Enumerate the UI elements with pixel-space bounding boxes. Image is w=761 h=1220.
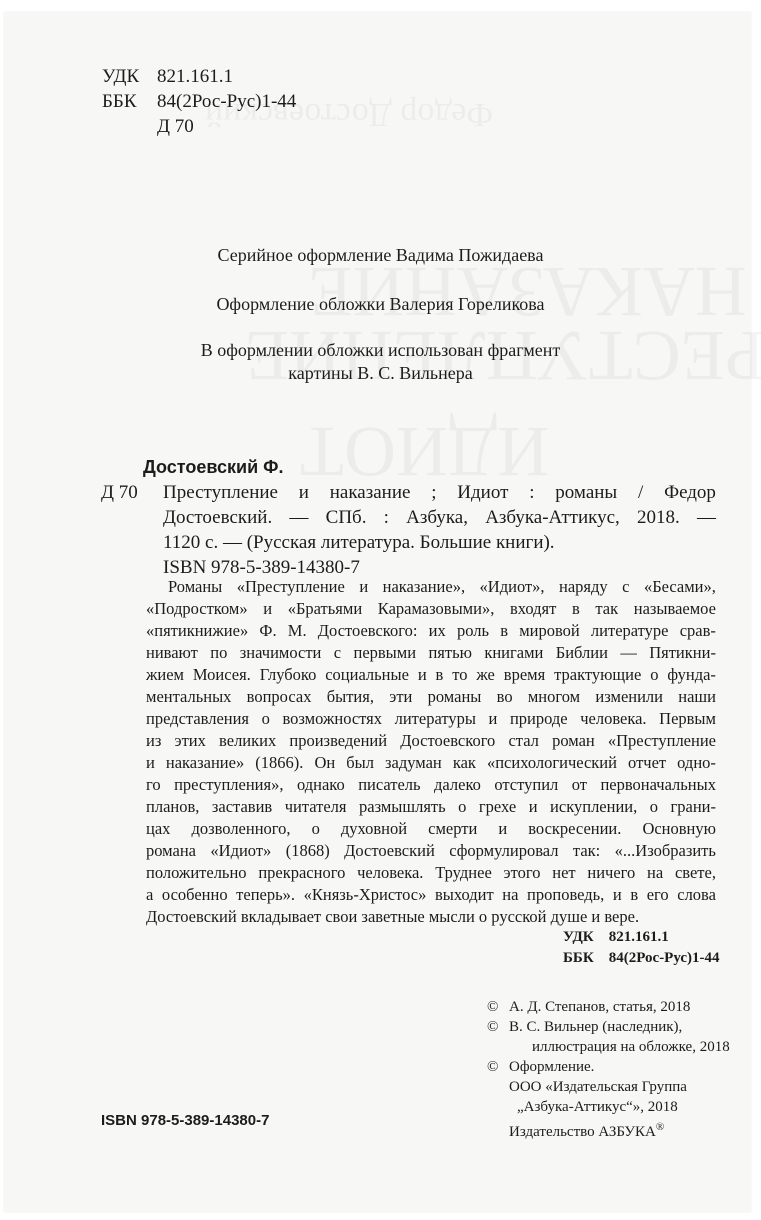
annotation-word: великих [219, 731, 277, 750]
annotation-word: свете, [674, 863, 716, 882]
annotation-line [146, 906, 716, 928]
annotation-word: Достоевский вкладывает свои заветные мысли о русской душе и вере. [146, 907, 640, 926]
annotation-word: роман [552, 731, 595, 750]
annotation-line [146, 774, 716, 796]
udk-label: УДК [102, 66, 140, 87]
annotation-word: далеко [434, 775, 481, 794]
copyright-3-line-4 [487, 1117, 730, 1142]
record-line-2-word: Азбука-Аттикус, [485, 507, 620, 528]
record-line-3: 1120 с. — (Русская литература. Большие книги). [163, 532, 555, 553]
annotation-line [146, 664, 716, 686]
annotation-line [146, 840, 716, 862]
annotation-word: Пятикни- [649, 643, 716, 662]
record-line-2-word: 2018. [636, 507, 680, 528]
annotation-word: преступления», [174, 775, 284, 794]
record-line-1-word: романы [555, 482, 618, 503]
series-design-credit: Серийное оформление Вадима Пожидаева [217, 245, 544, 265]
annotation-word: роль [456, 621, 489, 640]
annotation-word: его [646, 885, 669, 904]
annotation-word: многом [527, 687, 581, 706]
copyright-1-text: А. Д. Степанов, статья, 2018 [509, 999, 691, 1015]
annotation-line [146, 862, 716, 884]
annotation-word: «пятикнижие» [146, 621, 249, 640]
record-line-1-word: Преступление [163, 482, 278, 503]
publisher-name: Издательство АЗБУКА [509, 1124, 656, 1140]
bbk-label-bottom: ББК [563, 950, 594, 966]
annotation-line [146, 620, 716, 642]
record-line-2-word: СПб. [325, 507, 367, 528]
annotation-word: социальные [325, 665, 409, 684]
annotation-word: «Идиот» [210, 841, 272, 860]
annotation-word: искуплении, [550, 797, 638, 816]
bbk-value: 84(2Рос-Рус)1-44 [157, 91, 297, 112]
cover-art-credit [0, 339, 761, 385]
annotation-word: человека. [580, 709, 647, 728]
annotation-word: стал [508, 731, 539, 750]
annotation-word: о [649, 797, 658, 816]
annotation-word: Достоевский [344, 841, 435, 860]
copyright-symbol: © [487, 1059, 499, 1075]
annotation-word: «Преступление [236, 577, 345, 596]
annotation-word: задуман [385, 753, 442, 772]
annotation-word: Достоевского [400, 731, 496, 750]
annotation-word: от [571, 775, 587, 794]
record-line-1-word: ; [431, 482, 437, 503]
annotation-word: Глубоко [259, 665, 317, 684]
annotation-word: входят [509, 599, 557, 618]
annotation-word: наказание», [382, 577, 466, 596]
annotation-word: проповедь, [527, 885, 605, 904]
annotation-word: и [612, 885, 622, 904]
annotation-word: возможностях [282, 709, 383, 728]
annotation-word: ничего [587, 863, 636, 882]
annotation-word: первоначальных [600, 775, 716, 794]
record-author: Достоевский Ф. [143, 457, 284, 477]
annotation-word: писатель [358, 775, 421, 794]
udk-value: 821.161.1 [157, 66, 233, 87]
copyright-3 [487, 1057, 730, 1077]
annotation-word: мировой [519, 621, 580, 640]
record-line-1 [101, 480, 716, 505]
annotation-word: планов, [146, 797, 200, 816]
bibliographic-record [101, 455, 716, 580]
annotation-word: и [498, 819, 508, 838]
annotation-word: заставив [211, 797, 273, 816]
annotation-word: и [359, 577, 369, 596]
annotation-word: вопросах [246, 687, 312, 706]
record-line-2 [101, 505, 716, 530]
annotation-word: эти [389, 687, 413, 706]
annotation-word: слова [677, 885, 716, 904]
annotation-word: в [571, 599, 580, 618]
annotation-word: Достоевского: [317, 621, 418, 640]
copyright-symbol: © [487, 999, 499, 1015]
annotation-line [146, 708, 716, 730]
record-line-1-word: Идиот [457, 482, 509, 503]
classification-block-bottom [563, 927, 720, 969]
copyright-3-line-2: ООО «Издательская Группа [509, 1079, 687, 1095]
annotation-word: же [476, 665, 495, 684]
annotation-word: «Князь-Христос» [303, 885, 427, 904]
copyright-2-line-2: иллюстрация на обложке, 2018 [532, 1039, 730, 1055]
udk-label-bottom: УДК [563, 929, 594, 945]
annotation-word: фунда- [667, 665, 716, 684]
annotation-word: в [630, 885, 639, 904]
record-line-1-word: / [637, 482, 644, 503]
annotation-word: представления [146, 709, 250, 728]
annotation-word: по [210, 643, 228, 662]
annotation-word: первыми [353, 643, 417, 662]
annotation-word: «Преступление [607, 731, 716, 750]
annotation-word: изменили [595, 687, 663, 706]
copyright-2-line-1: В. С. Вильнер (наследник), [509, 1019, 683, 1035]
annotation-word: особенно [161, 885, 228, 904]
annotation-word: романы [427, 687, 482, 706]
annotation-word: теперь». [236, 885, 296, 904]
annotation-word: и [263, 599, 273, 618]
bbk-label: ББК [102, 91, 137, 112]
annotation-text [146, 576, 716, 928]
annotation-word: Первым [659, 709, 716, 728]
annotation-word: одно- [677, 753, 716, 772]
annotation-word: наказание» [165, 753, 245, 772]
annotation-word: значимости [239, 643, 322, 662]
annotation-word: романа [146, 841, 196, 860]
annotation-word: книгами [484, 643, 544, 662]
annotation-word: Романы [168, 577, 223, 596]
annotation-word: дозволенного, [191, 819, 291, 838]
cover-art-line-1: В оформлении обложки использован фрагмент [200, 340, 561, 360]
record-line-2-word: Достоевский. [163, 507, 273, 528]
annotation-word: время [503, 665, 546, 684]
annotation-word: этих [174, 731, 206, 750]
record-title-line [163, 480, 716, 505]
annotation-word: размышлять [359, 797, 446, 816]
annotation-word: так: [572, 841, 601, 860]
classification-block [102, 64, 296, 139]
annotation-word: «психологический [486, 753, 617, 772]
annotation-word: а [146, 885, 154, 904]
record-line-2-word: — [696, 507, 716, 528]
annotation-word: бытия, [326, 687, 374, 706]
annotation-word: и [146, 753, 155, 772]
annotation-word: Карамазовыми», [377, 599, 495, 618]
author-mark: Д 70 [157, 116, 194, 137]
annotation-line [146, 576, 716, 598]
annotation-word: «Идиот», [479, 577, 545, 596]
annotation-word: природе [509, 709, 568, 728]
annotation-line [146, 598, 716, 620]
copyright-block [487, 997, 730, 1142]
annotation-line [146, 752, 716, 774]
annotation-word: о [261, 709, 270, 728]
annotation-word: из [146, 731, 162, 750]
annotation-word: наши [678, 687, 716, 706]
annotation-word: пятью [428, 643, 472, 662]
annotation-word: грани- [670, 797, 716, 816]
udk-row [102, 64, 296, 89]
annotation-word: (1868) [285, 841, 330, 860]
record-line-1-word: наказание [329, 482, 411, 503]
annotation-word: и [528, 797, 538, 816]
annotation-word: отчет [628, 753, 667, 772]
bbk-row [102, 89, 296, 114]
annotation-line [146, 642, 716, 664]
copyright-3-line-1: Оформление. [509, 1059, 595, 1075]
annotation-word: жием [146, 665, 184, 684]
copyright-1 [487, 997, 730, 1017]
annotation-line [146, 796, 716, 818]
record-line-2-word: : [383, 507, 389, 528]
copyright-3-line-3: „Азбука-Аттикус“», 2018 [517, 1099, 678, 1115]
annotation-word: однако [296, 775, 345, 794]
annotation-word: цах [146, 819, 171, 838]
annotation-word: то [452, 665, 468, 684]
annotation-word: Ф. [259, 621, 277, 640]
annotation-word: Моисея. [192, 665, 251, 684]
annotation-word: воскресении. [528, 819, 622, 838]
annotation-word: Библии [555, 643, 608, 662]
annotation-word: сформулировал [449, 841, 559, 860]
bbk-row-bottom [563, 948, 720, 969]
annotation-word: литературы [394, 709, 476, 728]
annotation-word: на [647, 863, 664, 882]
annotation-word: о [458, 797, 467, 816]
annotation-word: и [488, 709, 498, 728]
annotation-word: духовной [340, 819, 408, 838]
annotation-word: в [435, 665, 444, 684]
record-line-1-word: : [529, 482, 535, 503]
annotation-word: человека. [357, 863, 424, 882]
annotation-word: срав- [679, 621, 716, 640]
annotation-word: о [311, 819, 320, 838]
annotation-word: нет [552, 863, 576, 882]
annotation-line [146, 818, 716, 840]
record-line-2-word: Азбука, [406, 507, 468, 528]
annotation-word: был [346, 753, 374, 772]
record-line-2-word: — [289, 507, 309, 528]
annotation-word: смерти [428, 819, 478, 838]
annotation-word: выходит [434, 885, 494, 904]
annotation-word: как [452, 753, 476, 772]
annotation-word: читателя [284, 797, 347, 816]
copyright-symbol: © [487, 1019, 499, 1035]
annotation-word: во [496, 687, 513, 706]
annotation-word: (1866). [255, 753, 304, 772]
isbn-bottom: ISBN 978-5-389-14380-7 [101, 1112, 270, 1129]
annotation-word: Он [314, 753, 336, 772]
annotation-word: этого [503, 863, 541, 882]
annotation-word: прекрасного [258, 863, 346, 882]
annotation-line [146, 730, 716, 752]
annotation-word: так [595, 599, 619, 618]
record-line-1-word: и [298, 482, 309, 503]
annotation-line [146, 884, 716, 906]
annotation-word: произведений [289, 731, 388, 750]
annotation-word: М. [287, 621, 307, 640]
bbk-value-bottom: 84(2Рос-Рус)1-44 [608, 950, 720, 966]
annotation-word: литературе [590, 621, 669, 640]
annotation-word: называемое [633, 599, 716, 618]
annotation-word: на [502, 885, 519, 904]
annotation-word: «Бесами», [643, 577, 716, 596]
registered-mark: ® [655, 1121, 665, 1133]
annotation-word: и [417, 665, 427, 684]
annotation-word: положительно [146, 863, 247, 882]
annotation-word: го [146, 775, 161, 794]
record-isbn: ISBN 978-5-389-14380-7 [163, 557, 360, 578]
annotation-word: Труднее [435, 863, 492, 882]
annotation-word: грехе [478, 797, 517, 816]
annotation-word: трактующие [554, 665, 642, 684]
cover-design-credit: Оформление обложки Валерия Гореликова [216, 294, 545, 314]
annotation-word: Основную [642, 819, 716, 838]
annotation-word: «...Изобразить [614, 841, 716, 860]
annotation-word: о [650, 665, 659, 684]
udk-value-bottom: 821.161.1 [608, 929, 669, 945]
udk-row-bottom [563, 927, 720, 948]
annotation-word: с [622, 577, 630, 596]
annotation-word: нивают [146, 643, 198, 662]
annotation-word: с [333, 643, 342, 662]
record-line-1-word: Федор [664, 482, 716, 503]
annotation-word: отступил [494, 775, 559, 794]
annotation-word: «Подростком» [146, 599, 248, 618]
annotation-word: «Братьями [287, 599, 363, 618]
cover-art-line-2: картины В. С. Вильнера [288, 363, 473, 383]
annotation-word: — [620, 643, 637, 662]
annotation-word: их [428, 621, 446, 640]
annotation-word: в [500, 621, 508, 640]
annotation-word: наряду [559, 577, 608, 596]
annotation-line [146, 686, 716, 708]
record-code: Д 70 [101, 482, 138, 503]
copyright-2 [487, 1017, 730, 1037]
annotation-word: ментальных [146, 687, 232, 706]
